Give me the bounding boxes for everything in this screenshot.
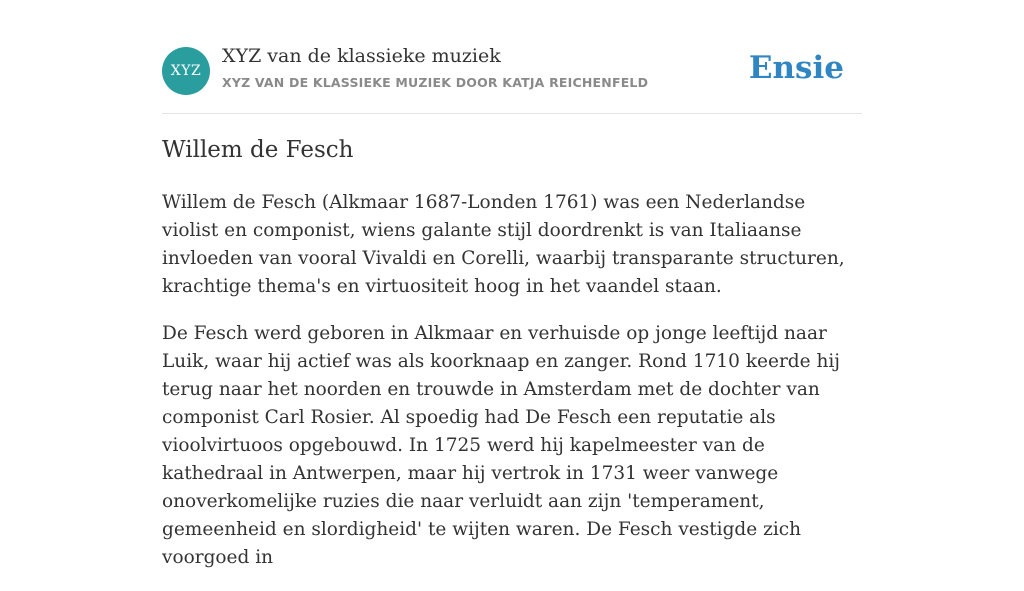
brand-logo-link[interactable]: Ensie [748, 50, 844, 86]
article-paragraph: De Fesch werd geboren in Alkmaar en verhuisde op jonge leeftijd naar Luik, waar hij actief was als koorknaap en zanger. Rond 1710 keerde hij terug naar het noorden en trouwde in Amsterdam met de dochter van componist Carl Rosier. Al spoedig had De Fesch een reputatie als vioolvirtuoos opgebouwd. In 1725 werd hij kapelmeester van de kathedraal in Antwerpen, maar hij vertrok in 1731 weer vanwege onoverkomelijke ruzies die naar verluidt aan zijn 'temperament, gemeenheid en slordigheid' te wijten waren. De Fesch vestigde zich voorgoed in [162, 323, 841, 568]
article-paragraph: Willem de Fesch (Alkmaar 1687-Londen 1761) was een Nederlandse violist en componist, wiens galante stijl doordrenkt is van Italiaanse invloeden van vooral Vivaldi en Corelli, waarbij transparante structuren, krachtige thema's en virtuositeit hoog in het vaandel staan. [162, 192, 845, 297]
site-subtitle: XYZ VAN DE KLASSIEKE MUZIEK DOOR KATJA REICHENFELD [222, 75, 649, 90]
content-container [162, 0, 862, 568]
site-header [162, 0, 862, 114]
avatar[interactable]: XYZ [162, 47, 210, 95]
site-title-link[interactable]: XYZ van de klassieke muziek [222, 45, 501, 67]
article-body [162, 189, 862, 591]
article-title: Willem de Fesch [162, 137, 354, 163]
